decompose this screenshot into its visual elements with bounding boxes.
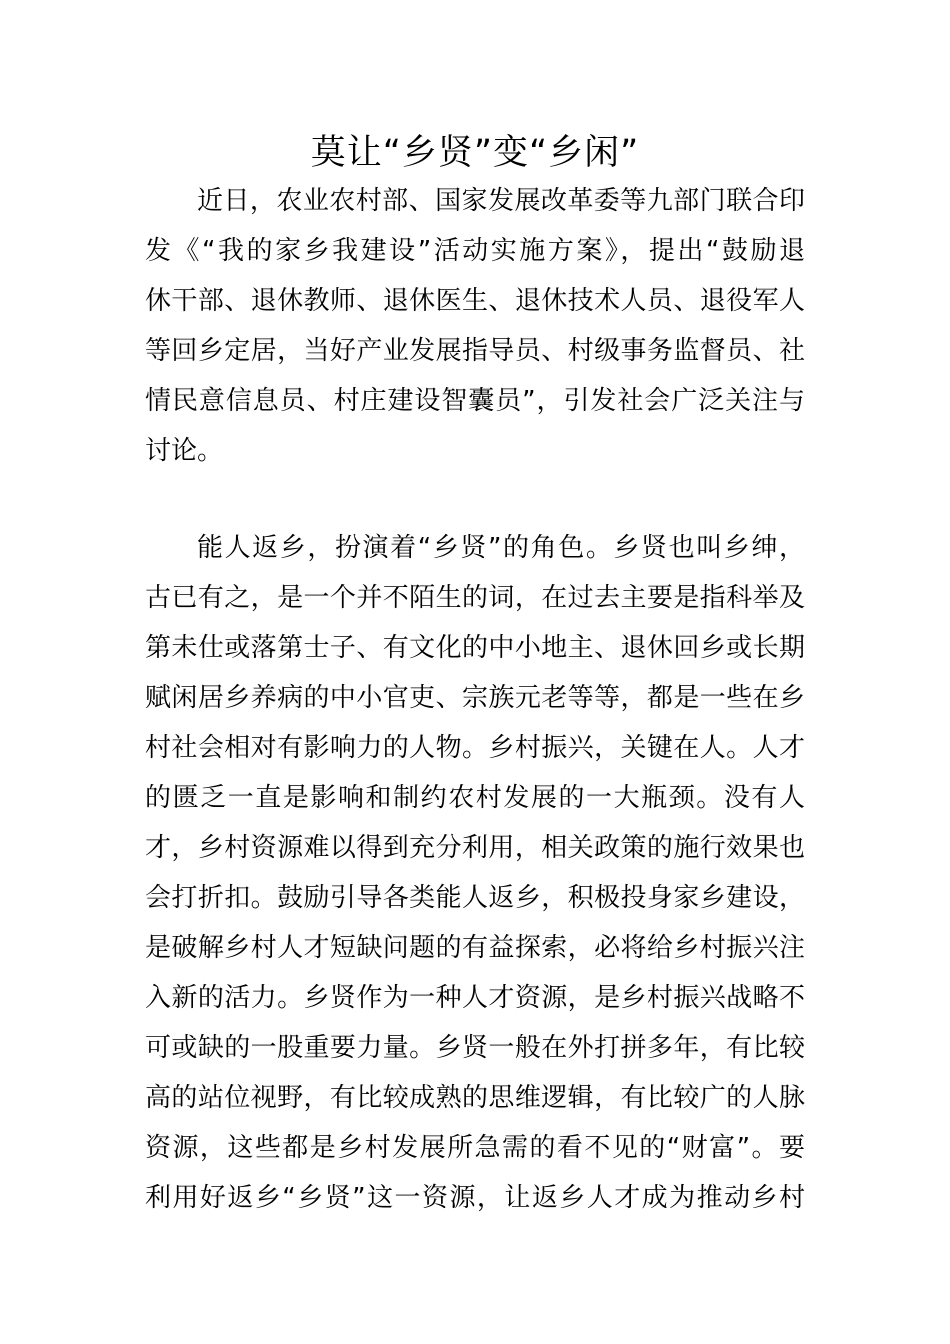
paragraph-line: 近日，农业农村部、国家发展改革委等九部门联合印 (197, 186, 805, 216)
paragraph-line: 古已有之，是一个并不陌生的词，在过去主要是指科举及 (145, 583, 805, 613)
paragraph-line: 讨论。 (145, 436, 224, 466)
paragraph-line: 是破解乡村人才短缺问题的有益探索，必将给乡村振兴注 (145, 933, 805, 963)
paragraph-line: 可或缺的一股重要力量。乡贤一般在外打拼多年，有比较 (145, 1033, 805, 1063)
paragraph-line: 入新的活力。乡贤作为一种人才资源，是乡村振兴战略不 (145, 983, 805, 1013)
paragraph-line: 第未仕或落第士子、有文化的中小地主、退休回乡或长期 (145, 633, 805, 663)
paragraph-line: 利用好返乡“乡贤”这一资源，让返乡人才成为推动乡村 (145, 1183, 805, 1213)
paragraph-line: 的匮乏一直是影响和制约农村发展的一大瓶颈。没有人 (145, 783, 805, 813)
paragraph-line: 资源，这些都是乡村发展所急需的看不见的“财富”。要 (145, 1133, 805, 1163)
paragraph-2 (145, 523, 805, 1223)
paragraph-1 (145, 176, 805, 476)
paragraph-line: 发《“我的家乡我建设”活动实施方案》，提出“鼓励退 (145, 236, 805, 266)
paragraph-line: 能人返乡，扮演着“乡贤”的角色。乡贤也叫乡绅， (197, 533, 805, 563)
paragraph-line: 休干部、退休教师、退休医生、退休技术人员、退役军人 (145, 286, 805, 316)
paragraph-line: 村社会相对有影响力的人物。乡村振兴，关键在人。人才 (145, 733, 805, 763)
paragraph-line: 才，乡村资源难以得到充分利用，相关政策的施行效果也 (145, 833, 805, 863)
paragraph-line: 会打折扣。鼓励引导各类能人返乡，积极投身家乡建设， (145, 883, 805, 913)
paragraph-line: 赋闲居乡养病的中小官吏、宗族元老等等，都是一些在乡 (145, 683, 805, 713)
paragraph-line: 高的站位视野，有比较成熟的思维逻辑，有比较广的人脉 (145, 1083, 805, 1113)
paragraph-line: 情民意信息员、村庄建设智囊员”，引发社会广泛关注与 (145, 386, 805, 416)
document-title: 莫让“乡贤”变“乡闲” (310, 133, 640, 173)
paragraph-line: 等回乡定居，当好产业发展指导员、村级事务监督员、社 (145, 336, 805, 366)
